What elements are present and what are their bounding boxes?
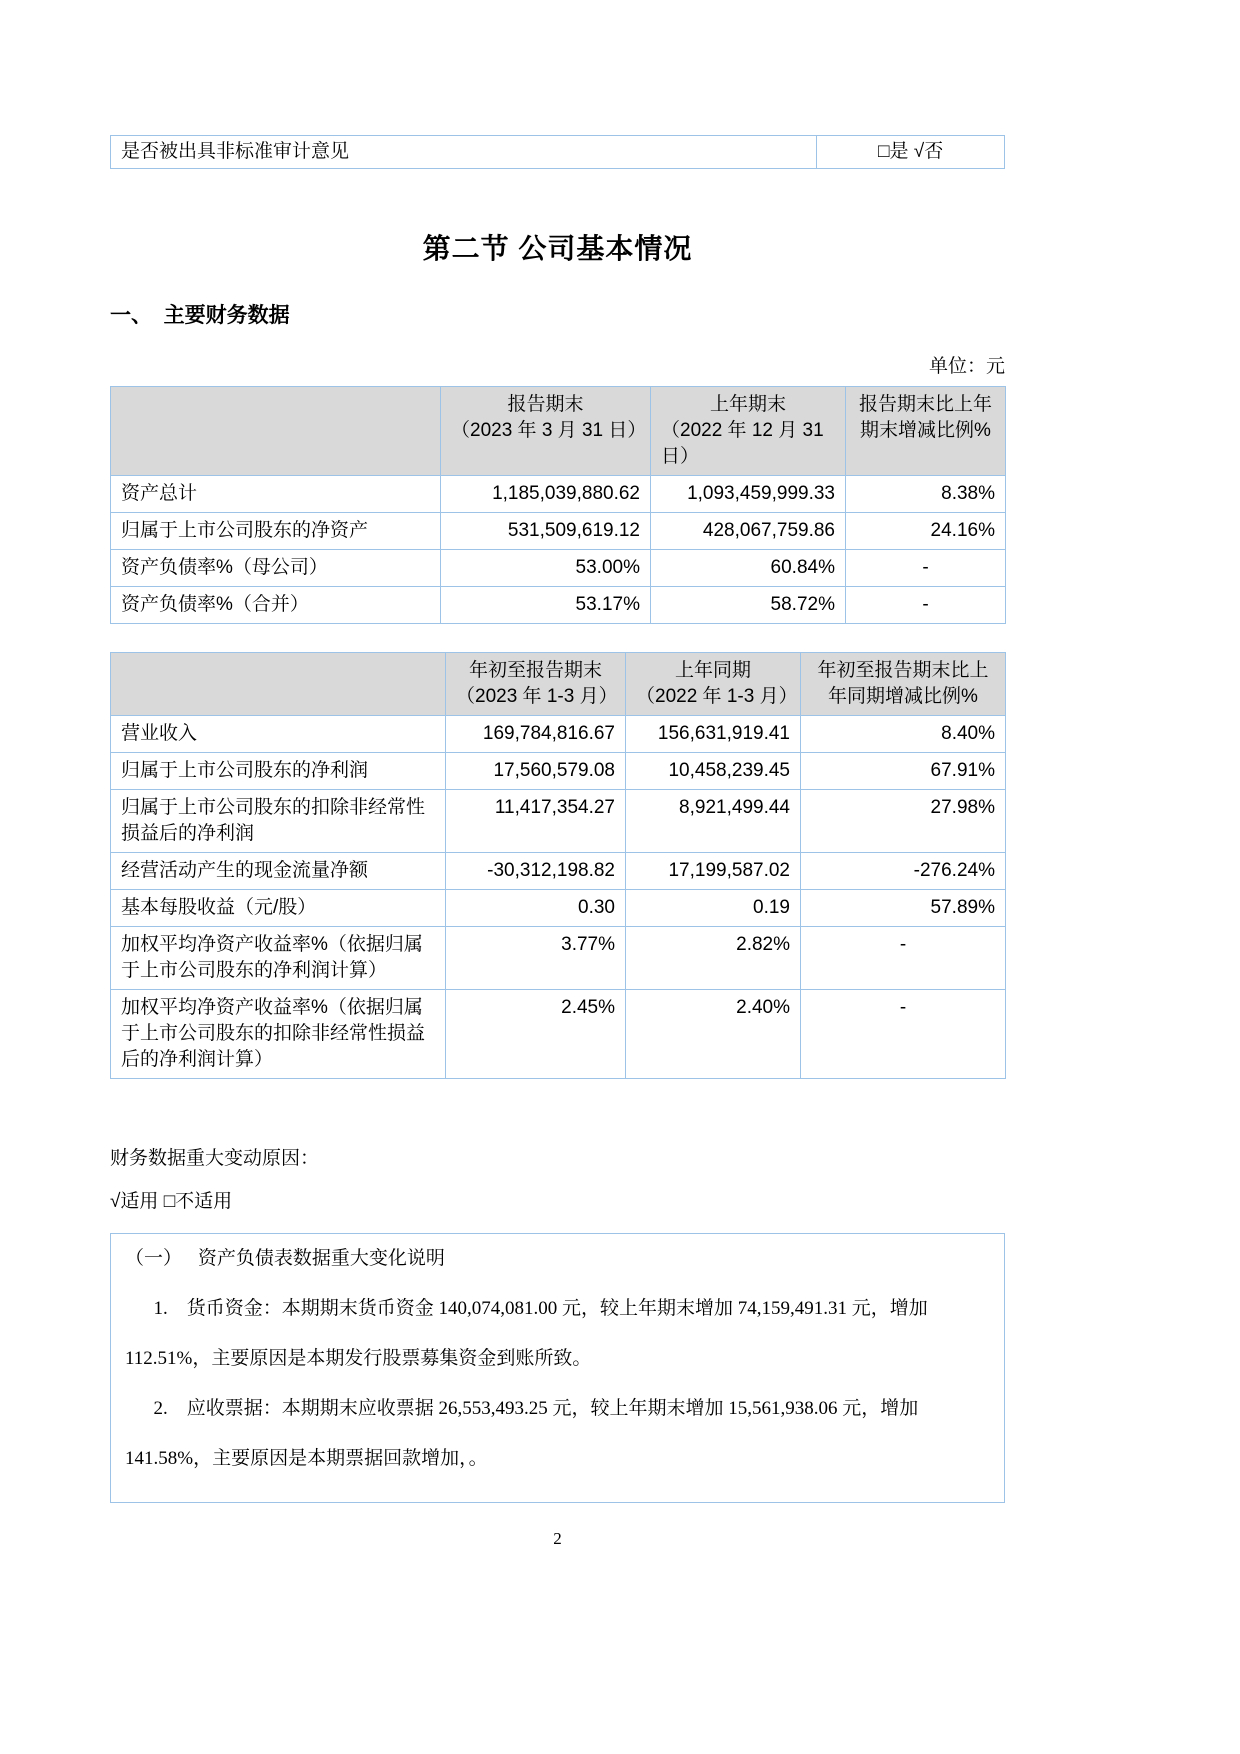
header-prior-year-end (651, 387, 846, 476)
row-label: 归属于上市公司股东的净资产 (111, 513, 441, 550)
section-heading: 一、 主要财务数据 (110, 304, 290, 327)
row-label: 营业收入 (111, 716, 446, 753)
header-line: 报告期末 (507, 394, 584, 415)
value-prior: 17,199,587.02 (626, 853, 801, 890)
value-change: 27.98% (801, 790, 1006, 853)
value-prior: 2.82% (626, 927, 801, 990)
value-change: - (801, 927, 1006, 990)
value-current: 1,185,039,880.62 (441, 476, 651, 513)
notes-box (110, 1233, 1005, 1503)
table-row (111, 550, 1006, 587)
value-change: 57.89% (801, 890, 1006, 927)
unit-label: 单位：元 (928, 356, 1005, 377)
header-line: （2023 年 1-3 月） (456, 686, 618, 707)
value-change: - (846, 550, 1006, 587)
value-prior: 2.40% (626, 990, 801, 1079)
table-header-row (111, 653, 1006, 716)
note-line: 2. 应收票据：本期期末应收票据 26,553,493.25 元，较上年期末增加 15,561,938.06 元，增加 (125, 1398, 919, 1419)
value-prior: 156,631,919.41 (626, 716, 801, 753)
audit-opinion-table (110, 135, 1005, 169)
note-line: 1. 货币资金：本期期末货币资金 140,074,081.00 元，较上年期末增加 74,159,491.31 元，增加 (125, 1298, 928, 1319)
value-current: 53.17% (441, 587, 651, 624)
header-line: 年初至报告期末 (468, 660, 602, 681)
table-row (111, 716, 1006, 753)
value-change: 8.38% (846, 476, 1006, 513)
page-number: 2 (553, 1529, 562, 1548)
header-period-end (441, 387, 651, 476)
row-label: 归属于上市公司股东的净利润 (111, 753, 446, 790)
table-row (111, 890, 1006, 927)
row-label: 加权平均净资产收益率%（依据归属于上市公司股东的扣除非经常性损益后的净利润计算） (111, 990, 446, 1079)
value-change: 24.16% (846, 513, 1006, 550)
table-row (111, 587, 1006, 624)
row-label: 归属于上市公司股东的扣除非经常性损益后的净利润 (111, 790, 446, 853)
value-current: 11,417,354.27 (446, 790, 626, 853)
note-line: 141.58%，主要原因是本期票据回款增加，。 (125, 1448, 488, 1469)
table-row (111, 927, 1006, 990)
value-change: - (801, 990, 1006, 1079)
row-label: 资产负债率%（母公司） (111, 550, 441, 587)
table-row (111, 513, 1006, 550)
notes-heading: （一） 资产负债表数据重大变化说明 (125, 1248, 445, 1269)
applicability-label: √适用 □不适用 (110, 1191, 233, 1212)
header-line: （2022 年 12 月 31 日） (661, 420, 824, 467)
header-line: 上年同期 (674, 660, 751, 681)
value-current: -30,312,198.82 (446, 853, 626, 890)
header-line: （2023 年 3 月 31 日） (451, 420, 647, 441)
table-row (111, 790, 1006, 853)
value-prior: 0.19 (626, 890, 801, 927)
header-change-ratio: 报告期末比上年期末增减比例% (846, 387, 1006, 476)
row-label: 经营活动产生的现金流量净额 (111, 853, 446, 890)
value-current: 3.77% (446, 927, 626, 990)
page-title: 第二节 公司基本情况 (422, 233, 693, 264)
header-empty-cell (111, 387, 441, 476)
audit-opinion-answer: □是 √否 (817, 136, 1005, 169)
header-same-period-last-year (626, 653, 801, 716)
header-ytd-period (446, 653, 626, 716)
income-statement-table (110, 652, 1006, 1079)
value-current: 0.30 (446, 890, 626, 927)
header-empty-cell (111, 653, 446, 716)
note-line: 112.51%，主要原因是本期发行股票募集资金到账所致。 (125, 1348, 592, 1369)
row-label: 加权平均净资产收益率%（依据归属于上市公司股东的净利润计算） (111, 927, 446, 990)
table-row (111, 136, 1005, 169)
value-current: 169,784,816.67 (446, 716, 626, 753)
value-current: 17,560,579.08 (446, 753, 626, 790)
value-prior: 8,921,499.44 (626, 790, 801, 853)
value-change: 8.40% (801, 716, 1006, 753)
row-label: 资产负债率%（合并） (111, 587, 441, 624)
header-change-ratio: 年初至报告期末比上年同期增减比例% (801, 653, 1006, 716)
value-current: 2.45% (446, 990, 626, 1079)
value-change: -276.24% (801, 853, 1006, 890)
value-prior: 60.84% (651, 550, 846, 587)
value-current: 531,509,619.12 (441, 513, 651, 550)
table-row (111, 853, 1006, 890)
table-row (111, 990, 1006, 1079)
value-prior: 58.72% (651, 587, 846, 624)
row-label: 基本每股收益（元/股） (111, 890, 446, 927)
value-prior: 428,067,759.86 (651, 513, 846, 550)
audit-opinion-question: 是否被出具非标准审计意见 (111, 136, 817, 169)
header-line: （2022 年 1-3 月） (636, 686, 798, 707)
value-change: - (846, 587, 1006, 624)
change-reason-label: 财务数据重大变动原因： (110, 1148, 320, 1169)
value-change: 67.91% (801, 753, 1006, 790)
value-prior: 1,093,459,999.33 (651, 476, 846, 513)
row-label: 资产总计 (111, 476, 441, 513)
value-current: 53.00% (441, 550, 651, 587)
table-row (111, 753, 1006, 790)
value-prior: 10,458,239.45 (626, 753, 801, 790)
table-header-row (111, 387, 1006, 476)
balance-sheet-table (110, 386, 1006, 624)
header-line: 上年期末 (709, 394, 786, 415)
table-row (111, 476, 1006, 513)
